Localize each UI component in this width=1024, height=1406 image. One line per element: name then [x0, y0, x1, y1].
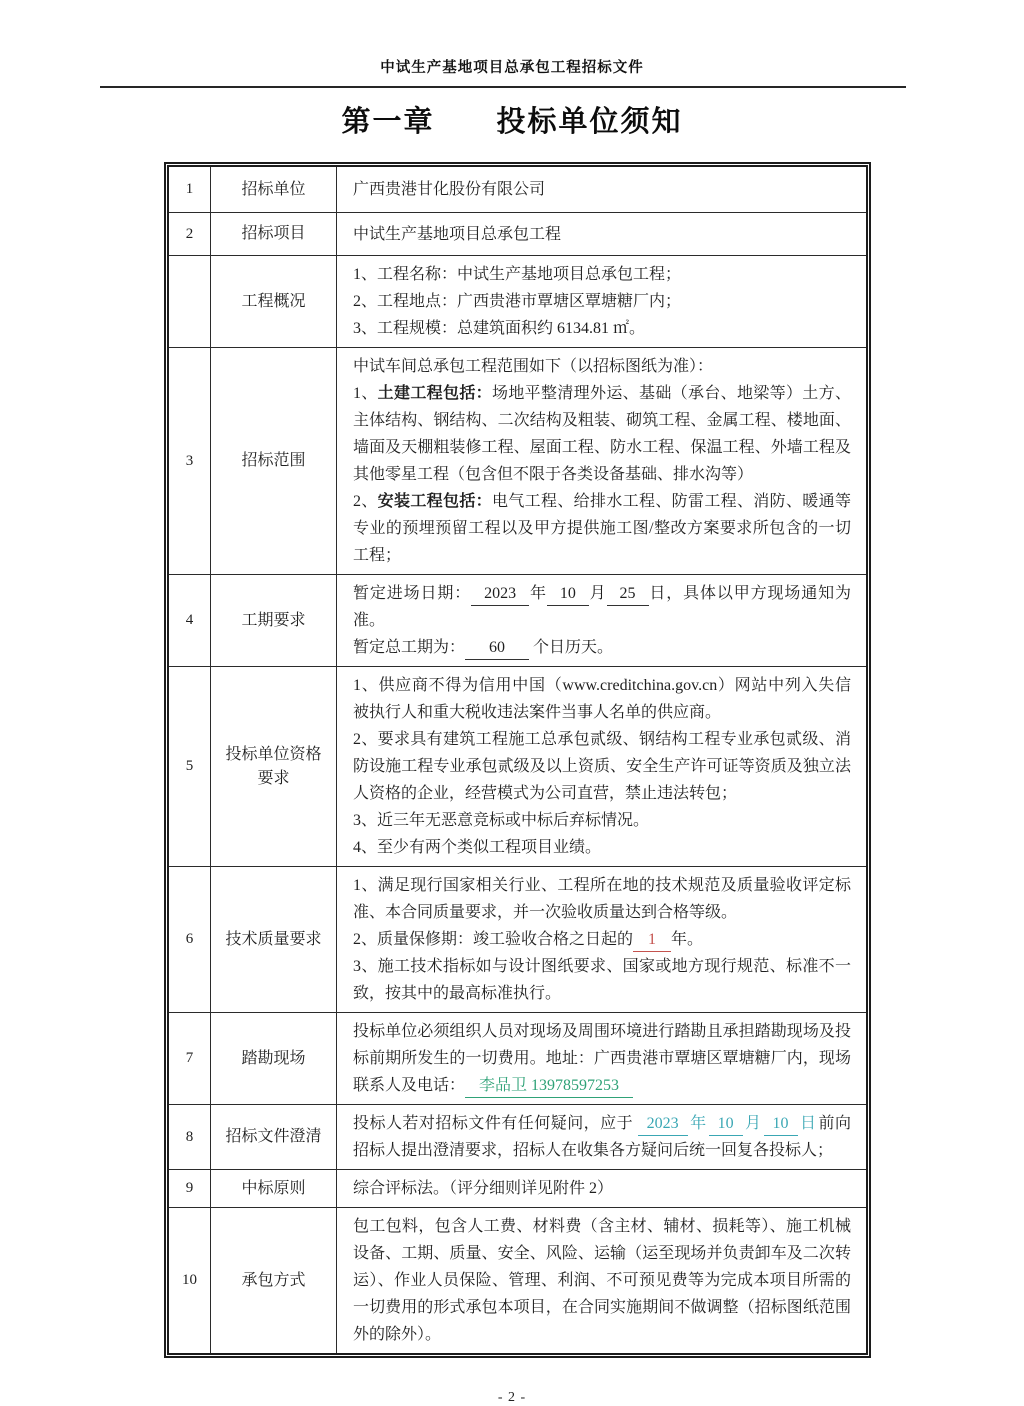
- site-contact-blank: 李品卫 13978597253: [465, 1075, 633, 1098]
- row-number-cell: 4: [169, 575, 211, 666]
- warranty-prefix: 2、质量保修期：竣工验收合格之日起的: [353, 931, 634, 948]
- row-document-clarification: [169, 1104, 866, 1169]
- scope-civil-title: 土建工程包括：: [377, 385, 492, 402]
- row-number-cell: 7: [169, 1013, 211, 1104]
- tender-project-text: 中试生产基地项目总承包工程: [353, 225, 562, 243]
- row-content-cell: [337, 1013, 866, 1104]
- row-number-cell: 9: [169, 1170, 211, 1207]
- deadline-day-blank: 10: [764, 1113, 798, 1136]
- row-label-cell: 技术质量要求: [211, 867, 337, 1012]
- scope-civil-body: 场地平整清理外运、基础（承台、地梁等）土方、主体结构、钢结构、二次结构及粗装、砌筑工程、金属工程、楼地面、墙面及天棚粗装修工程、屋面工程、防水工程、保温工程、外墙工程及其他零星工程（包含但不限于各类设备基础、排水沟等）: [353, 385, 851, 483]
- clarification-text: [353, 1110, 851, 1164]
- row-number-cell: 6: [169, 867, 211, 1012]
- row-number-cell: 8: [169, 1105, 211, 1169]
- quality-item: 3、施工技术指标如与设计图纸要求、国家或地方现行规范、标准不一致，按其中的最高标准执行。: [353, 958, 851, 1002]
- entry-year-blank: 2023: [471, 583, 529, 606]
- warranty-years-blank: 1: [633, 929, 671, 952]
- duration-suffix: 个日历天。: [533, 639, 614, 656]
- row-label-cell: 承包方式: [211, 1208, 337, 1353]
- row-number-cell: 3: [169, 348, 211, 574]
- row-label-cell: 投标单位资格要求: [211, 667, 337, 866]
- scope-civil-no: 1、: [353, 385, 378, 402]
- qualification-item: 2、要求具有建筑工程施工总承包贰级、钢结构工程专业承包贰级、消防设施工程专业承包贰级及以上资质、安全生产许可证等资质及独立法人资格的企业，经营模式为公司直营，禁止违法转包；: [353, 731, 851, 802]
- row-label-cell: 中标原则: [211, 1170, 337, 1207]
- scope-intro: 中试车间总承包工程范围如下（以招标图纸为准）：: [353, 358, 714, 375]
- day-unit: 日: [799, 1115, 817, 1132]
- row-label-cell: 工程概况: [211, 256, 337, 347]
- row-content-cell: [337, 667, 866, 866]
- row-label-cell: 踏勘现场: [211, 1013, 337, 1104]
- entry-date-line: [353, 580, 851, 634]
- row-label-cell: 招标项目: [211, 213, 337, 255]
- year-unit: 年: [529, 585, 547, 602]
- header-rule-divider: [100, 86, 906, 88]
- page-footer: [0, 1390, 1024, 1406]
- row-label-cell: 招标文件澄清: [211, 1105, 337, 1169]
- row-award-principle: [169, 1169, 866, 1207]
- document-header-title: 中试生产基地项目总承包工程招标文件: [380, 60, 644, 76]
- scope-install-body: 电气工程、给排水工程、防雷工程、消防、暖通等专业的预埋预留工程以及甲方提供施工图/整改方案要求所包含的一切工程；: [353, 493, 851, 564]
- row-bidder-qualifications: [169, 666, 866, 866]
- month-unit: 月: [588, 585, 607, 602]
- row-site-survey: [169, 1012, 866, 1104]
- row-number-cell: [169, 256, 211, 347]
- clarification-suffix: 前向招标人提出澄清要求，招标人在收集各方疑问后统一回复各投标人；: [353, 1115, 851, 1159]
- overview-line: 1、工程名称：中试生产基地项目总承包工程；: [353, 266, 682, 283]
- row-content-cell: [337, 167, 866, 212]
- overview-line: 3、工程规模：总建筑面积约 6134.81 ㎡。: [353, 320, 646, 337]
- row-number-cell: 2: [169, 213, 211, 255]
- notice-table: [164, 162, 871, 1358]
- row-content-cell: [337, 1105, 866, 1169]
- contracting-method-text: 包工包料，包含人工费、材料费（含主材、辅材、损耗等）、施工机械设备、工期、质量、安全、风险、运输（运至现场并负责卸车及二次转运）、作业人员保险、管理、利润、不可预见费等为完成本项目所需的一切费用的形式承包本项目，在合同实施期间不做调整（招标图纸范围外的除外）。: [353, 1218, 851, 1343]
- qualification-item: 4、至少有两个类似工程项目业绩。: [353, 839, 602, 856]
- scope-install-no: 2、: [353, 493, 378, 510]
- year-unit: 年: [689, 1115, 707, 1132]
- row-content-cell: [337, 1208, 866, 1353]
- deadline-month-blank: 10: [709, 1113, 743, 1136]
- row-content-cell: [337, 256, 866, 347]
- month-unit: 月: [744, 1115, 762, 1132]
- duration-blank: 60: [465, 637, 529, 660]
- row-content-cell: [337, 213, 866, 255]
- entry-date-prefix: 暂定进场日期：: [353, 585, 472, 602]
- row-schedule-requirements: [169, 574, 866, 666]
- row-content-cell: [337, 575, 866, 666]
- warranty-suffix: 年。: [671, 931, 704, 948]
- row-content-cell: [337, 867, 866, 1012]
- row-label-cell: 招标单位: [211, 167, 337, 212]
- qualification-item: 3、近三年无恶意竞标或中标后弃标情况。: [353, 812, 650, 829]
- row-content-cell: [337, 1170, 866, 1207]
- entry-date-suffix: 日，具体以甲方现场通知为准。: [353, 585, 851, 629]
- row-label-cell: 工期要求: [211, 575, 337, 666]
- award-principle-text: 综合评标法。（评分细则详见附件 2）: [353, 1180, 614, 1197]
- scope-civil-works: [353, 380, 851, 488]
- quality-item: 1、满足现行国家相关行业、工程所在地的技术规范及质量验收评定标准、本合同质量要求，并一次验收质量达到合格等级。: [353, 877, 851, 921]
- duration-prefix: 暂定总工期为：: [353, 639, 466, 656]
- chapter-heading: 第一章 投标单位须知: [341, 106, 683, 138]
- row-tender-project: [169, 212, 866, 255]
- row-number-cell: 5: [169, 667, 211, 866]
- qualification-item: 1、供应商不得为信用中国（www.creditchina.gov.cn）网站中列入失信被执行人和重大税收违法案件当事人名单的供应商。: [353, 677, 851, 721]
- row-tender-scope: [169, 347, 866, 574]
- deadline-year-blank: 2023: [638, 1113, 688, 1136]
- row-number-cell: 1: [169, 167, 211, 212]
- row-label-cell: 招标范围: [211, 348, 337, 574]
- row-number-cell: 10: [169, 1208, 211, 1353]
- row-project-overview: [169, 255, 866, 347]
- site-survey-text: [353, 1018, 851, 1099]
- clarification-prefix: 投标人若对招标文件有任何疑问，应于: [353, 1115, 634, 1132]
- row-technical-quality: [169, 866, 866, 1012]
- warranty-line: [353, 926, 851, 953]
- entry-day-blank: 25: [607, 583, 649, 606]
- site-survey-prefix: 投标单位必须组织人员对现场及周围环境进行踏勘且承担踏勘现场及投标前期所发生的一切费用。地址：广西贵港市覃塘区覃塘糖厂内，现场联系人及电话：: [353, 1023, 851, 1094]
- entry-month-blank: 10: [547, 583, 589, 606]
- overview-line: 2、工程地点：广西贵港市覃塘区覃塘糖厂内；: [353, 293, 682, 310]
- row-contracting-method: [169, 1207, 866, 1353]
- scope-install-title: 安装工程包括：: [377, 493, 492, 510]
- row-content-cell: [337, 348, 866, 574]
- scope-installation-works: [353, 488, 851, 569]
- row-tendering-unit: [169, 167, 866, 212]
- tendering-unit-text: 广西贵港甘化股份有限公司: [353, 181, 546, 198]
- total-duration-line: [353, 634, 851, 661]
- page-number: - 2 -: [497, 1390, 527, 1405]
